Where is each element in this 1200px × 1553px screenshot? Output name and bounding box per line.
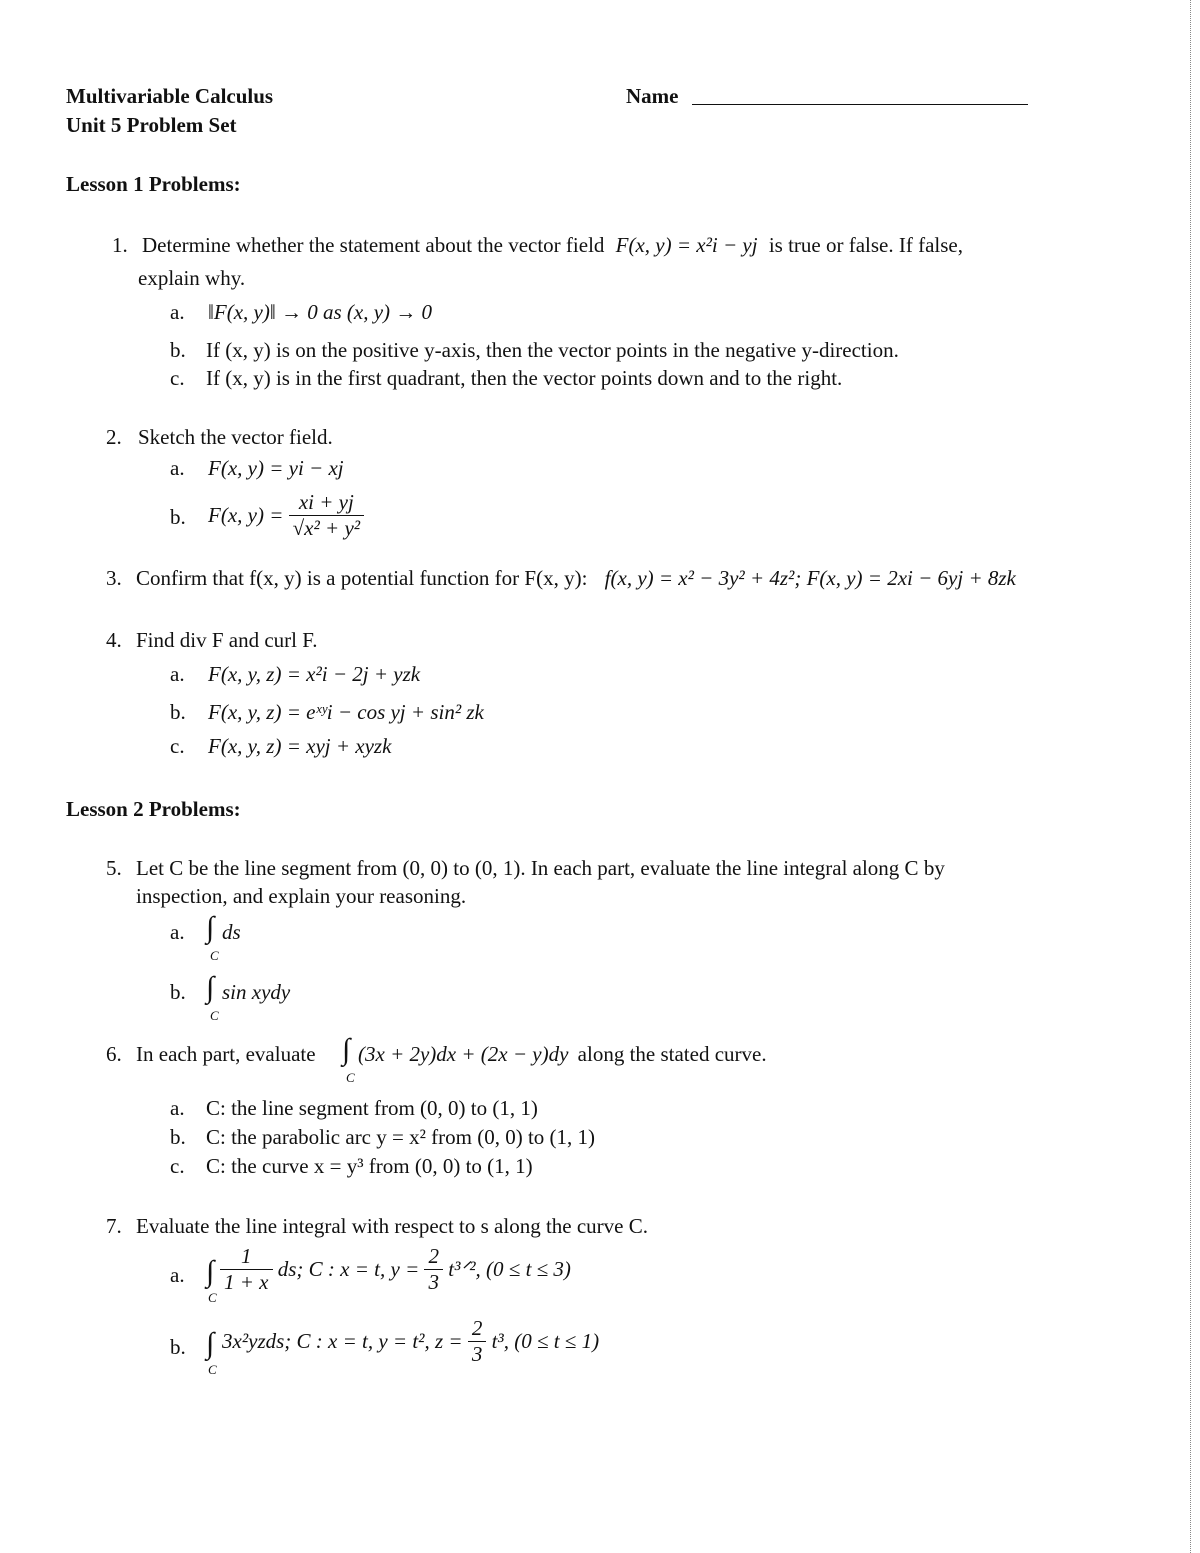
part-label: a.: [170, 1263, 185, 1287]
integral-sign: ∫: [206, 1327, 215, 1360]
part-label: b.: [170, 505, 186, 529]
part-label: a.: [170, 920, 185, 944]
problem-6-text-b: along the stated curve.: [577, 1042, 767, 1066]
problem-1-text-c: explain why.: [138, 266, 246, 290]
part-label: b.: [170, 700, 186, 724]
problem-7a-math: [220, 1244, 571, 1295]
fraction-denominator: 3: [468, 1341, 487, 1367]
part-label: c.: [170, 1154, 185, 1178]
problem-number: 5.: [106, 856, 122, 880]
problem-4a-math: F(x, y, z) = x²i − 2j + yzk: [208, 662, 421, 686]
problem-6b-text: C: the parabolic arc y = x² from (0, 0) to (1, 1): [206, 1125, 596, 1149]
problem-7b-math: [222, 1316, 599, 1367]
problem-number: 6.: [106, 1042, 122, 1066]
fraction-numerator: 1: [241, 1244, 252, 1268]
problem-1a-math: ‖F(x, y)‖ → 0 as (x, y) → 0: [208, 300, 433, 324]
problem-3-text: Confirm that f(x, y) is a potential function for F(x, y):: [136, 566, 588, 590]
part-label: c.: [170, 734, 185, 758]
problem-1c-text: If (x, y) is in the first quadrant, then the vector points down and to the right.: [206, 366, 843, 390]
integral-subscript: C: [210, 948, 219, 963]
integral-subscript: C: [208, 1362, 217, 1377]
problem-2b-math: [208, 490, 364, 541]
problem-number: 1.: [112, 233, 128, 257]
fraction-denominator: 1 + x: [220, 1269, 273, 1295]
problem-5a-math: ds: [222, 920, 241, 944]
problem-4-text: Find div F and curl F.: [136, 628, 318, 652]
problem-7a-mid: ds; C : x = t, y =: [277, 1257, 420, 1281]
problem-6-line: [358, 1042, 767, 1067]
name-blank-line[interactable]: [692, 104, 1028, 105]
problem-1-text-a: Determine whether the statement about the vector field: [142, 233, 605, 257]
problem-number: 2.: [106, 425, 122, 449]
problem-2-text: Sketch the vector field.: [138, 425, 333, 449]
problem-4b-math: F(x, y, z) = eˣʸi − cos yj + sin² zk: [208, 700, 484, 724]
part-label: a.: [170, 456, 185, 480]
problem-2b-lhs: F(x, y) =: [208, 503, 284, 527]
problem-5b-math: sin xydy: [222, 980, 291, 1004]
integral-sign: ∫: [342, 1033, 351, 1066]
problem-5-text-a: Let C be the line segment from (0, 0) to (0, 1). In each part, evaluate the line integral along C by: [136, 856, 945, 880]
problem-1-text-b: is true or false. If false,: [768, 233, 963, 257]
fraction-denominator: √x² + y²: [289, 515, 364, 541]
problem-7a-tail: t³ᐟ², (0 ≤ t ≤ 3): [448, 1257, 571, 1281]
problem-1-field: F(x, y) = x²i − yj: [615, 233, 758, 257]
problem-3-math: f(x, y) = x² − 3y² + 4z²; F(x, y) = 2xi − 6yj + 8zk: [604, 566, 1016, 590]
scan-edge-line: [1190, 0, 1191, 1553]
fraction-numerator: xi + yj: [298, 490, 354, 514]
problem-7a-fraction: [220, 1244, 273, 1295]
problem-number: 3.: [106, 566, 122, 590]
part-label: c.: [170, 366, 185, 390]
integral-subscript: C: [346, 1070, 355, 1085]
problem-7-text: Evaluate the line integral with respect to s along the curve C.: [136, 1214, 648, 1238]
problem-3-line: [136, 566, 1016, 591]
problem-4c-math: F(x, y, z) = xyj + xyzk: [208, 734, 392, 758]
fraction-numerator: 2: [428, 1244, 439, 1268]
fraction-denominator: 3: [424, 1269, 443, 1295]
problem-6c-text: C: the curve x = y³ from (0, 0) to (1, 1): [206, 1154, 533, 1178]
problem-6-text-a: In each part, evaluate: [136, 1042, 316, 1066]
problem-6-math: (3x + 2y)dx + (2x − y)dy: [358, 1042, 569, 1066]
part-label: b.: [170, 980, 186, 1004]
integral-sign: ∫: [206, 971, 215, 1004]
problem-1b-text: If (x, y) is on the positive y-axis, then the vector points in the negative y-direction.: [206, 338, 899, 362]
part-label: b.: [170, 1125, 186, 1149]
course-title: Multivariable Calculus: [66, 84, 274, 108]
problem-7b-mid: 3x²yzds; C : x = t, y = t², z =: [222, 1329, 463, 1353]
part-label: a.: [170, 1096, 185, 1120]
name-label: Name: [626, 84, 679, 108]
integral-subscript: C: [208, 1290, 217, 1305]
integral-sign: ∫: [206, 1255, 215, 1288]
problem-number: 7.: [106, 1214, 122, 1238]
problem-7a-coef-fraction: [424, 1244, 443, 1295]
integral-subscript: C: [210, 1008, 219, 1023]
lesson-2-heading: Lesson 2 Problems:: [66, 797, 241, 821]
problem-7b-tail: t³, (0 ≤ t ≤ 1): [491, 1329, 600, 1353]
part-label: b.: [170, 1335, 186, 1359]
problem-2b-fraction: [289, 490, 364, 541]
problem-1-text: [142, 233, 963, 258]
unit-title: Unit 5 Problem Set: [66, 113, 237, 137]
part-label: b.: [170, 338, 186, 362]
fraction-numerator: 2: [471, 1316, 483, 1340]
problem-2a-math: F(x, y) = yi − xj: [208, 456, 344, 480]
part-label: a.: [170, 662, 185, 686]
part-label: a.: [170, 300, 185, 324]
problem-5-text-b: inspection, and explain your reasoning.: [136, 884, 467, 908]
problem-7b-coef-fraction: [468, 1316, 487, 1367]
problem-number: 4.: [106, 628, 122, 652]
problem-6a-text: C: the line segment from (0, 0) to (1, 1): [206, 1096, 538, 1120]
lesson-1-heading: Lesson 1 Problems:: [66, 172, 241, 196]
integral-sign: ∫: [206, 911, 215, 944]
